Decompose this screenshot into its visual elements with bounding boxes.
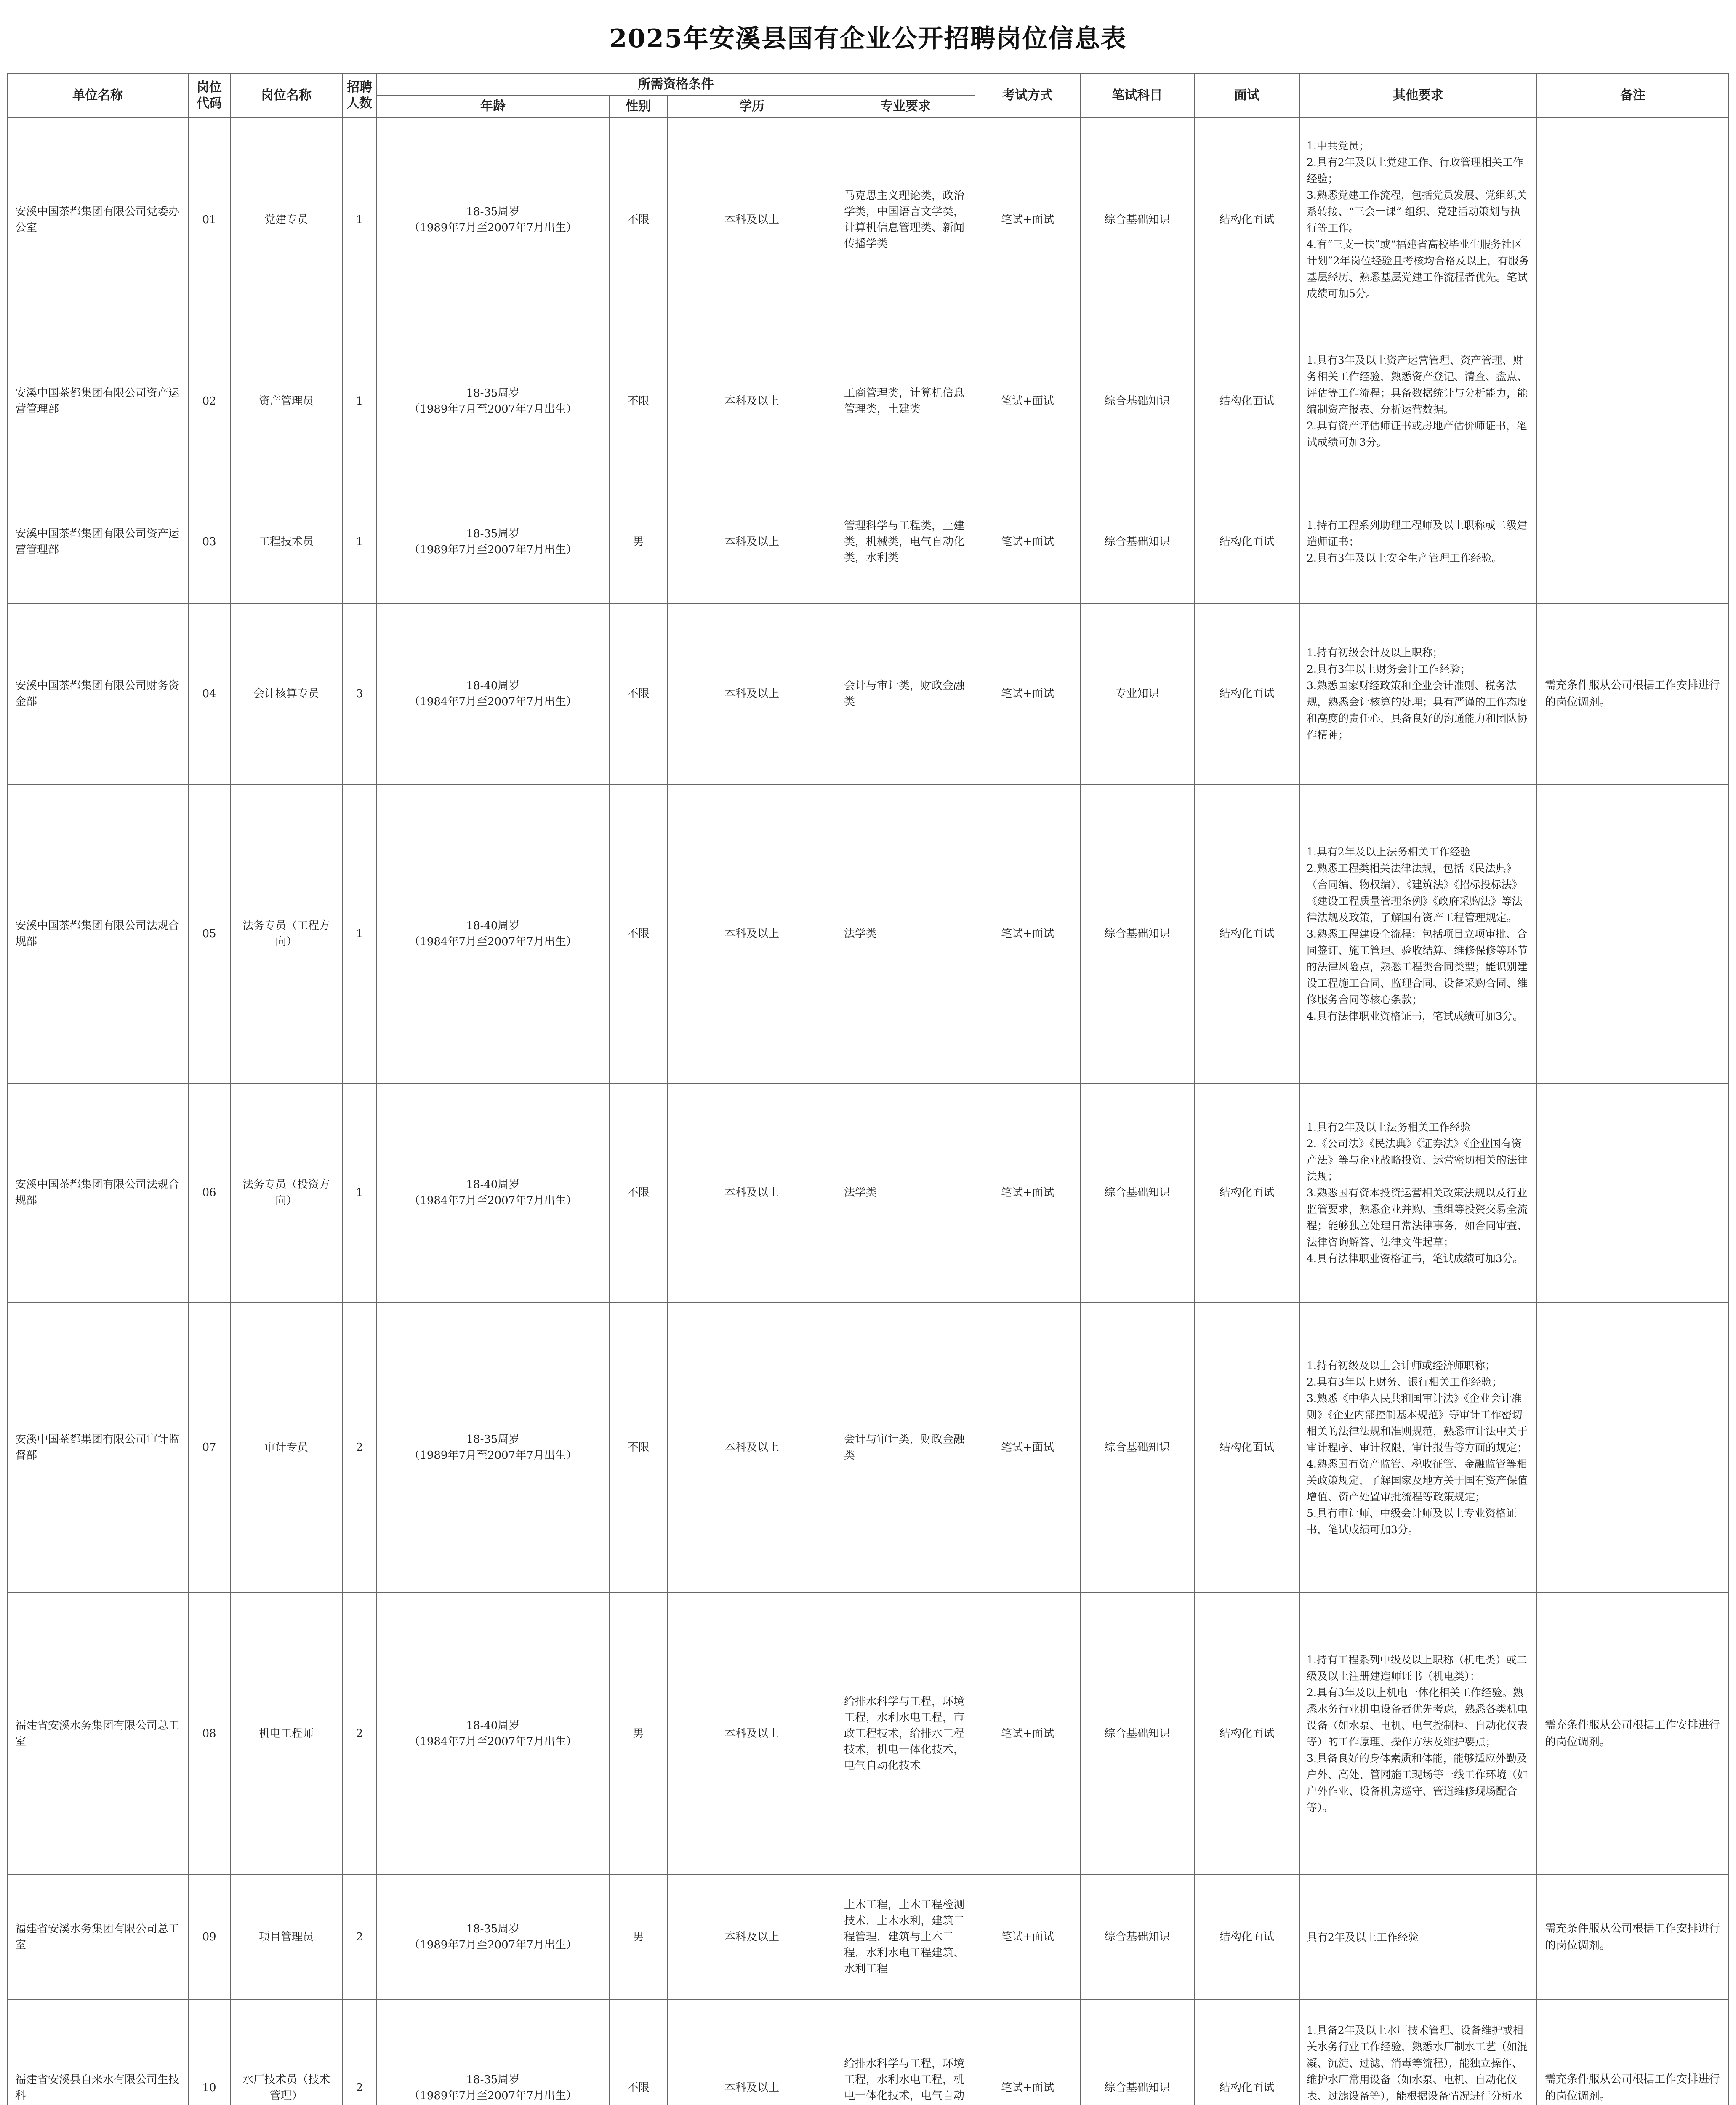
cell-count: 1 xyxy=(342,322,377,480)
cell-gender: 男 xyxy=(609,1875,668,1999)
table-row xyxy=(7,480,1729,603)
cell-remark xyxy=(1537,117,1729,322)
cell-education: 本科及以上 xyxy=(668,1593,836,1875)
cell-exam: 笔试+面试 xyxy=(975,480,1080,603)
cell-education: 本科及以上 xyxy=(668,603,836,784)
cell-count: 1 xyxy=(342,480,377,603)
header-other: 其他要求 xyxy=(1299,74,1537,117)
cell-exam: 笔试+面试 xyxy=(975,1302,1080,1593)
table-row xyxy=(7,1999,1729,2105)
cell-education: 本科及以上 xyxy=(668,784,836,1083)
table-body xyxy=(7,117,1729,2105)
cell-interview: 结构化面试 xyxy=(1194,784,1299,1083)
cell-gender: 不限 xyxy=(609,1083,668,1302)
cell-remark xyxy=(1537,784,1729,1083)
cell-major: 法学类 xyxy=(836,1083,975,1302)
cell-exam: 笔试+面试 xyxy=(975,1083,1080,1302)
cell-unit: 福建省安溪水务集团有限公司总工室 xyxy=(7,1593,188,1875)
cell-other: 1.具有2年及以上法务相关工作经验 2.熟悉工程类相关法律法规，包括《民法典》（合同编、物权编）、《建筑法》《招标投标法》《建设工程质量管理条例》《政府采购法》等法律法规及政策，了解国有资产工程管理规定。 3.熟悉工程建设全流程：包括项目立项审批、合同签订、施工管理、验收结算、维修保修等环节的法律风险点，熟悉工程类合同类型；能识别建设工程施工合同、监理合同、设备采购合同、维修服务合同等核心条款； 4.具有法律职业资格证书，笔试成绩可加3分。 xyxy=(1299,784,1537,1083)
cell-interview: 结构化面试 xyxy=(1194,322,1299,480)
cell-exam: 笔试+面试 xyxy=(975,322,1080,480)
table-row xyxy=(7,1302,1729,1593)
cell-unit: 福建省安溪县自来水有限公司生技科 xyxy=(7,1999,188,2105)
cell-age: 18-40周岁 （1984年7月至2007年7月出生） xyxy=(377,603,609,784)
cell-remark: 需充条件服从公司根据工作安排进行的岗位调剂。 xyxy=(1537,1875,1729,1999)
table-row xyxy=(7,1875,1729,1999)
cell-count: 3 xyxy=(342,603,377,784)
cell-education: 本科及以上 xyxy=(668,322,836,480)
cell-education: 本科及以上 xyxy=(668,480,836,603)
cell-remark xyxy=(1537,480,1729,603)
cell-remark xyxy=(1537,1302,1729,1593)
cell-gender: 不限 xyxy=(609,322,668,480)
cell-code: 02 xyxy=(188,322,230,480)
cell-code: 07 xyxy=(188,1302,230,1593)
header-major: 专业要求 xyxy=(836,96,975,117)
cell-unit: 安溪中国茶都集团有限公司法规合规部 xyxy=(7,1083,188,1302)
cell-subject: 综合基础知识 xyxy=(1080,784,1194,1083)
cell-count: 1 xyxy=(342,117,377,322)
table-row xyxy=(7,322,1729,480)
cell-age: 18-40周岁 （1984年7月至2007年7月出生） xyxy=(377,1593,609,1875)
cell-code: 05 xyxy=(188,784,230,1083)
cell-unit: 安溪中国茶都集团有限公司法规合规部 xyxy=(7,784,188,1083)
cell-position: 审计专员 xyxy=(230,1302,342,1593)
cell-age: 18-35周岁 （1989年7月至2007年7月出生） xyxy=(377,117,609,322)
cell-remark: 需充条件服从公司根据工作安排进行的岗位调剂。 xyxy=(1537,603,1729,784)
cell-subject: 综合基础知识 xyxy=(1080,1302,1194,1593)
cell-age: 18-35周岁 （1989年7月至2007年7月出生） xyxy=(377,480,609,603)
cell-age: 18-35周岁 （1989年7月至2007年7月出生） xyxy=(377,1875,609,1999)
cell-count: 1 xyxy=(342,784,377,1083)
recruitment-table xyxy=(7,73,1729,2105)
cell-age: 18-40周岁 （1984年7月至2007年7月出生） xyxy=(377,1083,609,1302)
header-age: 年龄 xyxy=(377,96,609,117)
header-count: 招聘人数 xyxy=(342,74,377,117)
cell-other: 具有2年及以上工作经验 xyxy=(1299,1875,1537,1999)
cell-major: 管理科学与工程类，土建类，机械类，电气自动化类，水利类 xyxy=(836,480,975,603)
cell-subject: 综合基础知识 xyxy=(1080,480,1194,603)
cell-interview: 结构化面试 xyxy=(1194,1083,1299,1302)
cell-unit: 安溪中国茶都集团有限公司资产运营管理部 xyxy=(7,480,188,603)
header-unit: 单位名称 xyxy=(7,74,188,117)
cell-other: 1.中共党员； 2.具有2年及以上党建工作、行政管理相关工作经验； 3.熟悉党建工作流程，包括党员发展、党组织关系转接、“三会一课” 组织、党建活动策划与执行等工作。 4.有“三支一扶”或“福建省高校毕业生服务社区计划”2年岗位经验且考核均合格及以上，有服务基层经历、熟悉基层党建工作流程者优先。笔试成绩可加5分。 xyxy=(1299,117,1537,322)
cell-gender: 不限 xyxy=(609,1302,668,1593)
table-row xyxy=(7,1593,1729,1875)
cell-unit: 安溪中国茶都集团有限公司审计监督部 xyxy=(7,1302,188,1593)
cell-code: 10 xyxy=(188,1999,230,2105)
cell-gender: 男 xyxy=(609,1593,668,1875)
cell-gender: 不限 xyxy=(609,117,668,322)
cell-age: 18-40周岁 （1984年7月至2007年7月出生） xyxy=(377,784,609,1083)
cell-education: 本科及以上 xyxy=(668,1083,836,1302)
cell-count: 2 xyxy=(342,1875,377,1999)
cell-other: 1.具备2年及以上水厂技术管理、设备维护或相关水务行业工作经验，熟悉水厂制水工艺（如混凝、沉淀、过滤、消毒等流程），能独立操作、维护水厂常用设备（如水泵、电机、自动化仪表、过滤设备等），能根据设备情况进行分析水 xyxy=(1299,1999,1537,2105)
cell-age: 18-35周岁 （1989年7月至2007年7月出生） xyxy=(377,1302,609,1593)
cell-major: 会计与审计类，财政金融类 xyxy=(836,603,975,784)
cell-position: 法务专员（投资方向） xyxy=(230,1083,342,1302)
cell-interview: 结构化面试 xyxy=(1194,1593,1299,1875)
table-row xyxy=(7,1083,1729,1302)
cell-gender: 不限 xyxy=(609,603,668,784)
cell-position: 资产管理员 xyxy=(230,322,342,480)
cell-gender: 不限 xyxy=(609,1999,668,2105)
cell-age: 18-35周岁 （1989年7月至2007年7月出生） xyxy=(377,322,609,480)
header-written-subject: 笔试科目 xyxy=(1080,74,1194,117)
cell-education: 本科及以上 xyxy=(668,1999,836,2105)
cell-remark xyxy=(1537,1083,1729,1302)
cell-remark xyxy=(1537,322,1729,480)
cell-unit: 安溪中国茶都集团有限公司财务资金部 xyxy=(7,603,188,784)
cell-exam: 笔试+面试 xyxy=(975,603,1080,784)
header-gender: 性别 xyxy=(609,96,668,117)
cell-code: 04 xyxy=(188,603,230,784)
cell-count: 1 xyxy=(342,1083,377,1302)
cell-education: 本科及以上 xyxy=(668,1875,836,1999)
cell-position: 党建专员 xyxy=(230,117,342,322)
cell-position: 机电工程师 xyxy=(230,1593,342,1875)
cell-count: 2 xyxy=(342,1593,377,1875)
cell-code: 01 xyxy=(188,117,230,322)
cell-position: 法务专员（工程方向） xyxy=(230,784,342,1083)
cell-interview: 结构化面试 xyxy=(1194,603,1299,784)
header-position: 岗位名称 xyxy=(230,74,342,117)
cell-subject: 综合基础知识 xyxy=(1080,1083,1194,1302)
cell-other: 1.持有初级会计及以上职称； 2.具有3年以上财务会计工作经验； 3.熟悉国家财经政策和企业会计准则、税务法规，熟悉会计核算的处理；具有严谨的工作态度和高度的责任心，具备良好的沟通能力和团队协作精神； xyxy=(1299,603,1537,784)
cell-exam: 笔试+面试 xyxy=(975,1999,1080,2105)
cell-major: 法学类 xyxy=(836,784,975,1083)
header-remark: 备注 xyxy=(1537,74,1729,117)
page-title: 2025年安溪县国有企业公开招聘岗位信息表 xyxy=(609,24,1127,53)
cell-other: 1.持有工程系列助理工程师及以上职称或二级建造师证书； 2.具有3年及以上安全生产管理工作经验。 xyxy=(1299,480,1537,603)
cell-interview: 结构化面试 xyxy=(1194,1875,1299,1999)
cell-major: 土木工程，土木工程检测技术，土木水利，建筑工程管理，建筑与土木工程，水利水电工程建筑、水利工程 xyxy=(836,1875,975,1999)
cell-other: 1.具有3年及以上资产运营管理、资产管理、财务相关工作经验，熟悉资产登记、清查、盘点、评估等工作流程；具备数据统计与分析能力，能编制资产报表、分析运营数据。 2.具有资产评估师证书或房地产估价师证书，笔试成绩可加3分。 xyxy=(1299,322,1537,480)
cell-major: 给排水科学与工程，环境工程，水利水电工程，机电一体化技术，电气自动 xyxy=(836,1999,975,2105)
cell-gender: 不限 xyxy=(609,784,668,1083)
cell-remark: 需充条件服从公司根据工作安排进行的岗位调剂。 xyxy=(1537,1999,1729,2105)
cell-count: 2 xyxy=(342,1302,377,1593)
header-education: 学历 xyxy=(668,96,836,117)
cell-major: 马克思主义理论类，政治学类，中国语言文学类，计算机信息管理类、新闻传播学类 xyxy=(836,117,975,322)
cell-code: 09 xyxy=(188,1875,230,1999)
cell-count: 2 xyxy=(342,1999,377,2105)
table-row xyxy=(7,117,1729,322)
cell-exam: 笔试+面试 xyxy=(975,1593,1080,1875)
header-exam-type: 考试方式 xyxy=(975,74,1080,117)
cell-other: 1.持有初级及以上会计师或经济师职称； 2.具有3年以上财务、银行相关工作经验； 3.熟悉《中华人民共和国审计法》《企业会计准则》《企业内部控制基本规范》等审计工作密切相关的法律法规和准则规范，熟悉审计法中关于审计程序、审计权限、审计报告等方面的规定； 4.熟悉国有资产监管、税收征管、金融监管等相关政策规定，了解国家及地方关于国有资产保值增值、资产处置审批流程等政策规定； 5.具有审计师、中级会计师及以上专业资格证书，笔试成绩可加3分。 xyxy=(1299,1302,1537,1593)
header-requirements: 所需资格条件 xyxy=(377,74,975,96)
cell-subject: 综合基础知识 xyxy=(1080,1999,1194,2105)
cell-code: 08 xyxy=(188,1593,230,1875)
cell-exam: 笔试+面试 xyxy=(975,117,1080,322)
cell-unit: 福建省安溪水务集团有限公司总工室 xyxy=(7,1875,188,1999)
cell-subject: 综合基础知识 xyxy=(1080,1593,1194,1875)
cell-age: 18-35周岁 （1989年7月至2007年7月出生） xyxy=(377,1999,609,2105)
cell-gender: 男 xyxy=(609,480,668,603)
cell-unit: 安溪中国茶都集团有限公司党委办公室 xyxy=(7,117,188,322)
cell-major: 工商管理类，计算机信息管理类，土建类 xyxy=(836,322,975,480)
cell-remark: 需充条件服从公司根据工作安排进行的岗位调剂。 xyxy=(1537,1593,1729,1875)
cell-interview: 结构化面试 xyxy=(1194,117,1299,322)
table-row xyxy=(7,603,1729,784)
cell-code: 03 xyxy=(188,480,230,603)
cell-interview: 结构化面试 xyxy=(1194,1302,1299,1593)
cell-exam: 笔试+面试 xyxy=(975,784,1080,1083)
cell-exam: 笔试+面试 xyxy=(975,1875,1080,1999)
cell-code: 06 xyxy=(188,1083,230,1302)
header-code: 岗位代码 xyxy=(188,74,230,117)
cell-major: 会计与审计类，财政金融类 xyxy=(836,1302,975,1593)
cell-unit: 安溪中国茶都集团有限公司资产运营管理部 xyxy=(7,322,188,480)
cell-other: 1.具有2年及以上法务相关工作经验 2.《公司法》《民法典》《证券法》《企业国有资产法》等与企业战略投资、运营密切相关的法律法规； 3.熟悉国有资本投资运营相关政策法规以及行业监管要求，熟悉企业并购、重组等投资交易全流程；能够独立处理日常法律事务，如合同审查、法律咨询解答、法律文件起草； 4.具有法律职业资格证书，笔试成绩可加3分。 xyxy=(1299,1083,1537,1302)
cell-subject: 综合基础知识 xyxy=(1080,1875,1194,1999)
header-interview: 面试 xyxy=(1194,74,1299,117)
cell-subject: 综合基础知识 xyxy=(1080,322,1194,480)
cell-position: 水厂技术员（技术管理） xyxy=(230,1999,342,2105)
cell-position: 项目管理员 xyxy=(230,1875,342,1999)
cell-subject: 综合基础知识 xyxy=(1080,117,1194,322)
cell-position: 工程技术员 xyxy=(230,480,342,603)
cell-major: 给排水科学与工程，环境工程，水利水电工程，市政工程技术，给排水工程技术，机电一体化技术，电气自动化技术 xyxy=(836,1593,975,1875)
table-row xyxy=(7,784,1729,1083)
cell-interview: 结构化面试 xyxy=(1194,1999,1299,2105)
cell-position: 会计核算专员 xyxy=(230,603,342,784)
cell-education: 本科及以上 xyxy=(668,1302,836,1593)
cell-subject: 专业知识 xyxy=(1080,603,1194,784)
cell-interview: 结构化面试 xyxy=(1194,480,1299,603)
cell-other: 1.持有工程系列中级及以上职称（机电类）或二级及以上注册建造师证书（机电类）； 2.具有3年及以上机电一体化相关工作经验。熟悉水务行业机电设备者优先考虑，熟悉各类机电设备（如水泵、电机、电气控制柜、自动化仪表等）的工作原理、操作方法及维护要点； 3.具备良好的身体素质和体能，能够适应外勤及户外、高处、管网施工现场等一线工作环境（如户外作业、设备机房巡守、管道维修现场配合等）。 xyxy=(1299,1593,1537,1875)
cell-education: 本科及以上 xyxy=(668,117,836,322)
